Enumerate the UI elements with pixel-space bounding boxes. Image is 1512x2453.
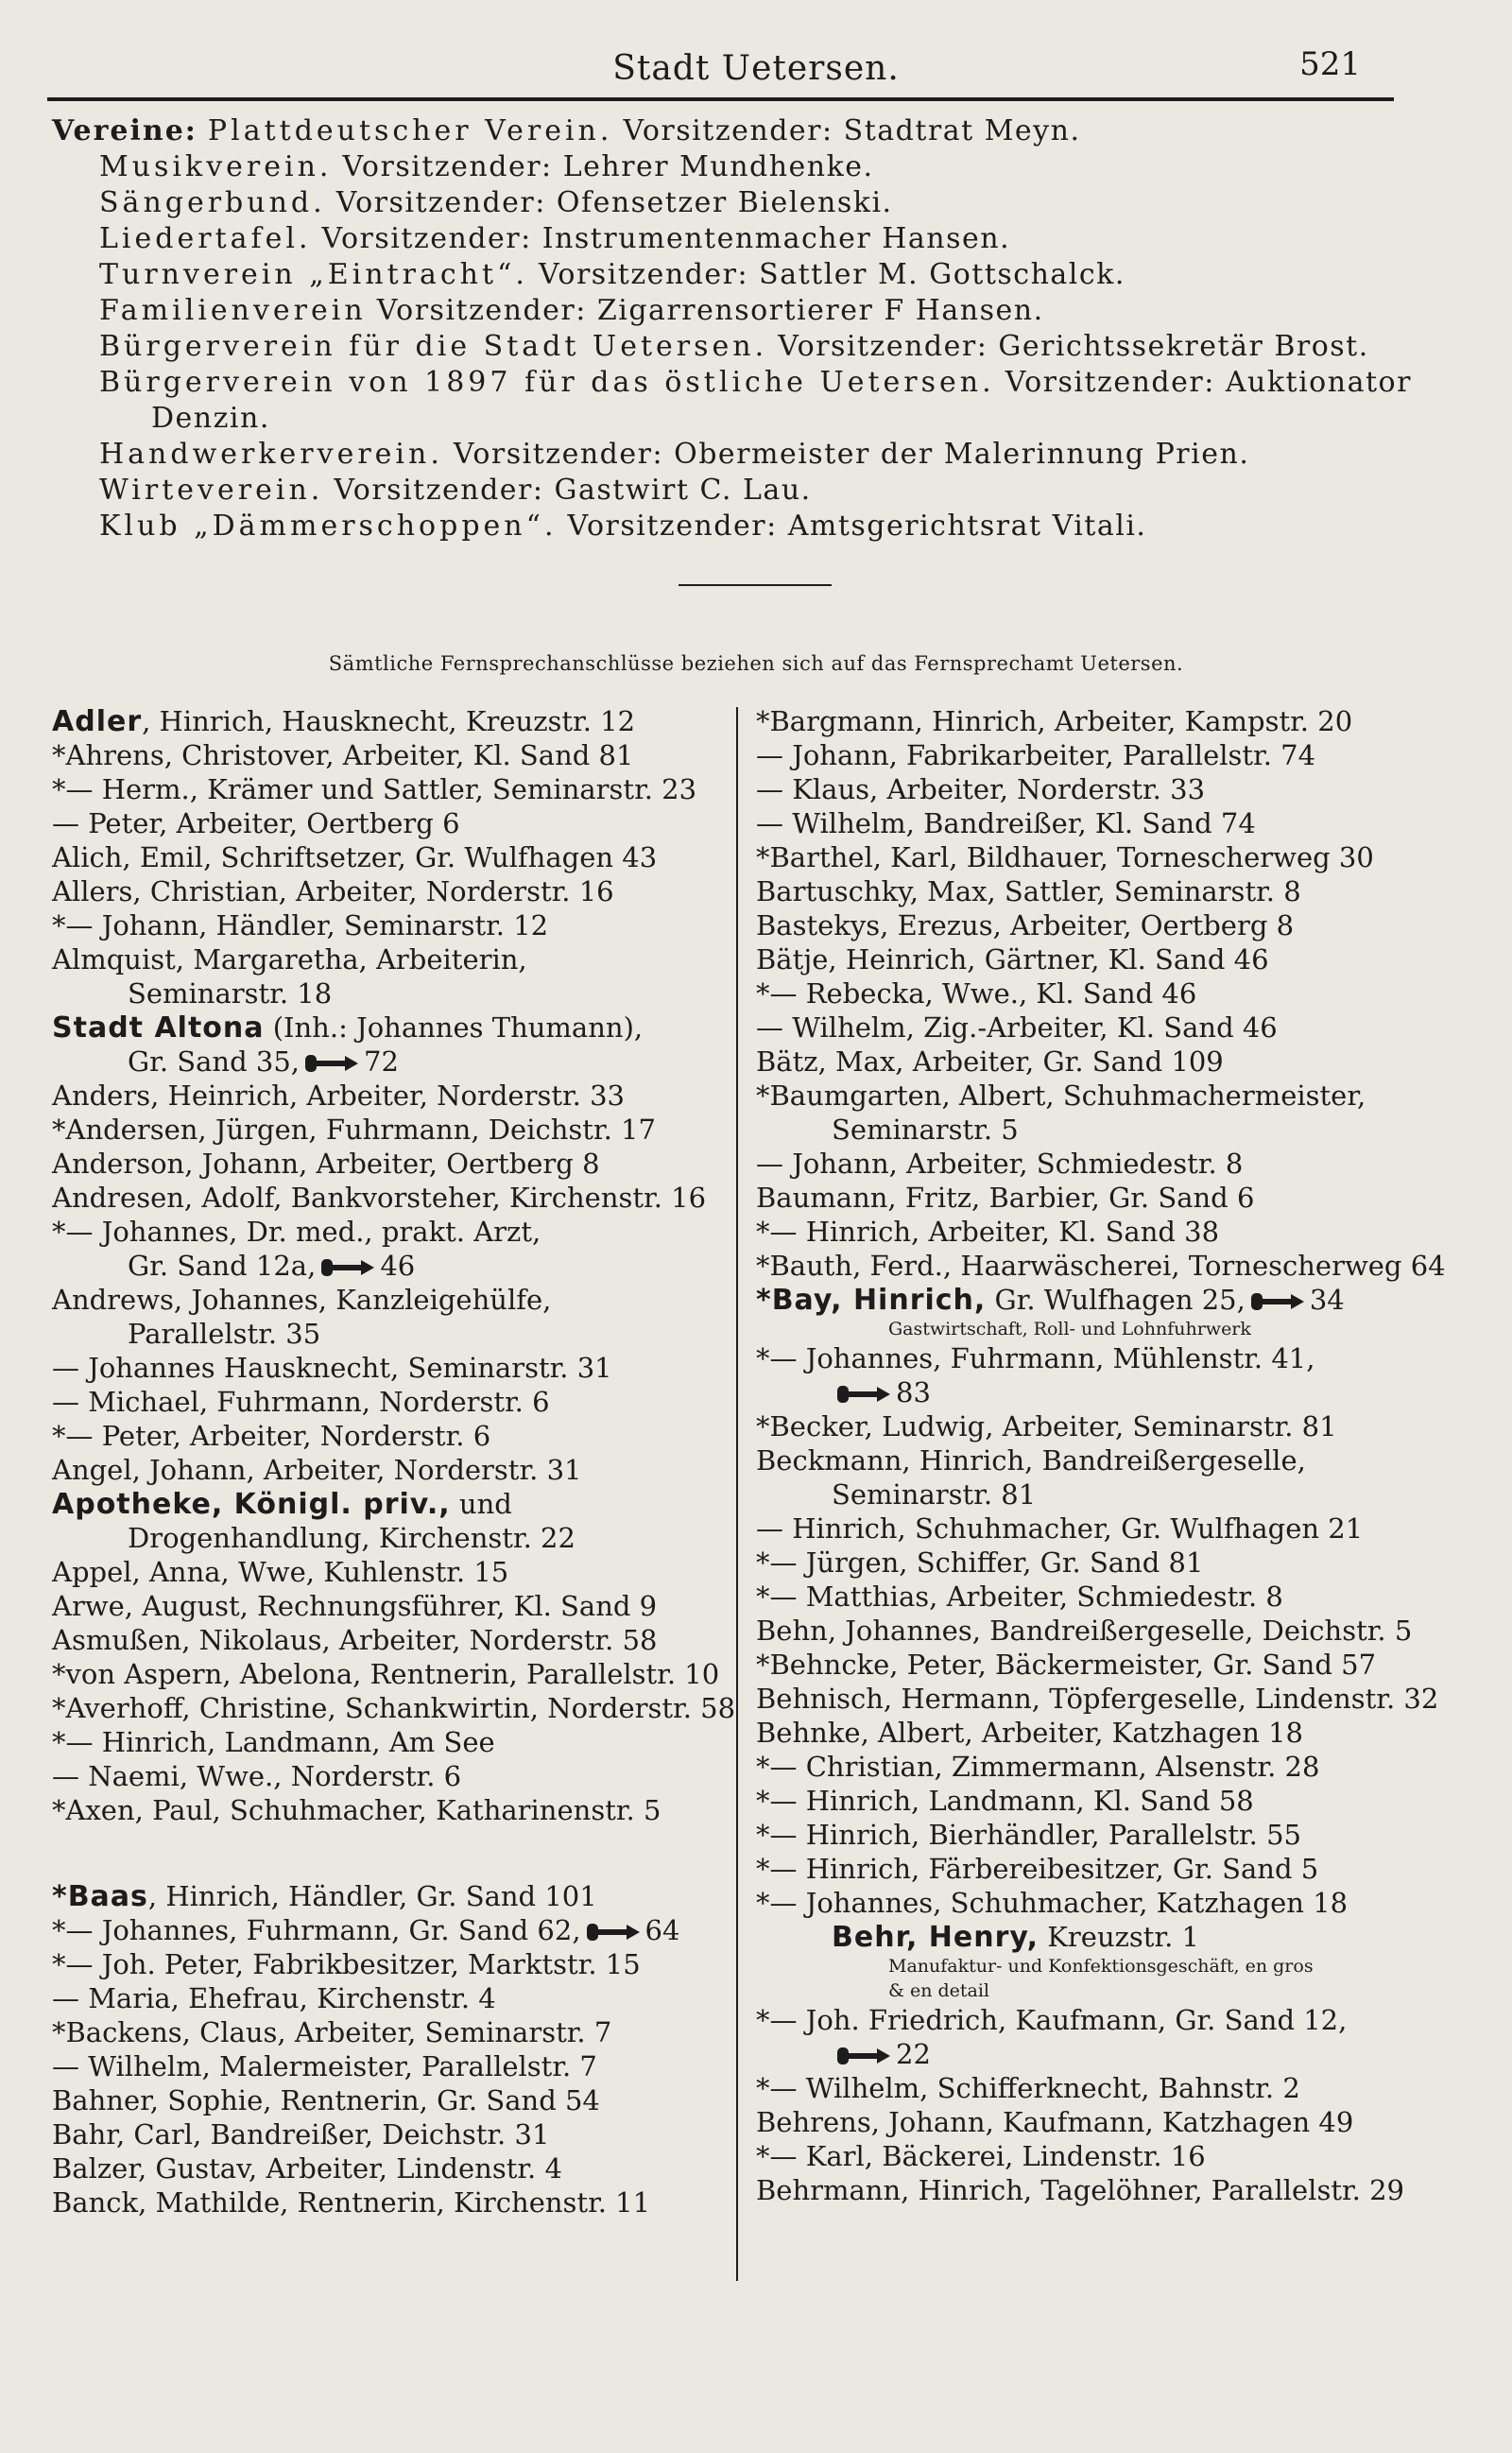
entry-text: *— Rebecka, Wwe., Kl. Sand 46 (756, 977, 1197, 1010)
entry-text: Behrmann, Hinrich, Tagelöhner, Parallelstr. 29 (756, 2174, 1404, 2206)
directory-entry (756, 840, 1474, 874)
entry-text: Bahner, Sophie, Rentnerin, Gr. Sand 54 (52, 2084, 600, 2116)
entry-text: *Behncke, Peter, Bäckermeister, Gr. Sand 57 (756, 1649, 1377, 1681)
entry-text: *— Peter, Arbeiter, Norderstr. 6 (52, 1420, 491, 1452)
directory-entry (52, 738, 732, 772)
directory-entry (52, 2083, 732, 2117)
entry-text: Asmußen, Nikolaus, Arbeiter, Norderstr. 58 (52, 1624, 658, 1656)
directory-entry (756, 738, 1474, 772)
verein-chair: Vorsitzender: Gastwirt C. Lau. (334, 474, 812, 507)
section-label: Vereine: (52, 114, 198, 147)
entry-surname: Adler (52, 705, 143, 738)
entry-text: *— Hinrich, Färbereibesitzer, Gr. Sand 5 (756, 1853, 1319, 1885)
directory-entry (756, 1512, 1474, 1546)
directory-entry (52, 1079, 732, 1113)
verein-line (52, 401, 1413, 437)
section-divider (679, 584, 832, 586)
entry-text: *Bauth, Ferd., Haarwäscherei, Tornescherweg 64 (756, 1250, 1446, 1282)
verein-line (52, 221, 1413, 257)
phone-number: 34 (1309, 1284, 1345, 1316)
directory-entry (52, 1147, 732, 1181)
entry-text: Parallelstr. 35 (128, 1318, 321, 1350)
directory-entry (756, 1716, 1474, 1750)
verein-continuation: Denzin. (151, 402, 270, 435)
entry-text: *Axen, Paul, Schuhmacher, Katharinenstr. 5 (52, 1794, 662, 1826)
directory-entry (52, 1011, 732, 1045)
entry-text: *— Hinrich, Arbeiter, Kl. Sand 38 (756, 1216, 1220, 1248)
directory-entry (756, 1147, 1474, 1181)
page-number: 521 (1299, 45, 1361, 83)
directory-entry (756, 704, 1474, 738)
directory-entry (52, 806, 732, 840)
directory-entry (756, 2037, 1474, 2071)
directory-entry (756, 1215, 1474, 1249)
directory-entry (52, 1555, 732, 1589)
verein-chair: Vorsitzender: Zigarrensortierer F Hansen. (376, 294, 1044, 327)
entry-text: Almquist, Margaretha, Arbeiterin, (52, 943, 527, 976)
directory-entry (52, 1453, 732, 1487)
telephone-notice: Sämtliche Fernsprechanschlüsse beziehen sich auf das Fernsprechamt Uetersen. (328, 652, 1184, 675)
directory-entry (52, 1947, 732, 1981)
directory-entry (52, 1879, 732, 1913)
entry-text: *Becker, Ludwig, Arbeiter, Seminarstr. 81 (756, 1410, 1337, 1442)
header-rule (47, 97, 1394, 101)
directory-entry (756, 2139, 1474, 2173)
phone-number: 83 (896, 1376, 931, 1408)
directory-entry (52, 1725, 732, 1759)
entry-text: Baumann, Fritz, Barbier, Gr. Sand 6 (756, 1182, 1255, 1214)
entry-text: — Wilhelm, Bandreißer, Kl. Sand 74 (756, 807, 1256, 839)
entry-text: (Inh.: Johannes Thumann), (264, 1011, 644, 1044)
directory-entry (756, 2105, 1474, 2139)
verein-name: Bürgerverein von 1897 für das östliche Uetersen. (99, 366, 995, 399)
entry-text: *Ahrens, Christover, Arbeiter, Kl. Sand 81 (52, 739, 634, 771)
directory-entry (52, 1623, 732, 1657)
business-name: Behr, Henry, (832, 1921, 1040, 1954)
verein-chair: Vorsitzender: Ofensetzer Bielenski. (335, 186, 893, 219)
directory-entry (756, 1249, 1474, 1283)
directory-entry (756, 772, 1474, 806)
directory-entry (52, 976, 732, 1011)
entry-text: *— Johannes, Dr. med., prakt. Arzt, (52, 1216, 541, 1248)
directory-entry (52, 2185, 732, 2220)
entry-text: — Johann, Arbeiter, Schmiedestr. 8 (756, 1148, 1244, 1180)
verein-line (52, 365, 1413, 401)
entry-text: , Hinrich, Hausknecht, Kreuzstr. 12 (142, 705, 636, 737)
entry-text: *Backens, Claus, Arbeiter, Seminarstr. 7 (52, 2016, 612, 2048)
entry-text: *— Wilhelm, Schifferknecht, Bahnstr. 2 (756, 2072, 1300, 2104)
directory-entry (52, 2117, 732, 2151)
entry-text: *Barthel, Karl, Bildhauer, Tornescherweg 30 (756, 841, 1374, 873)
phone-number: 46 (380, 1250, 416, 1282)
directory-entry (756, 976, 1474, 1011)
directory-entry (756, 1750, 1474, 1784)
verein-name: Sängerbund. (99, 186, 326, 219)
verein-line (52, 149, 1413, 185)
entry-text: Kreuzstr. 1 (1039, 1921, 1199, 1953)
entry-surname: *Baas (52, 1880, 148, 1913)
entry-text: Behrens, Johann, Kaufmann, Katzhagen 49 (756, 2106, 1354, 2138)
entry-text: Banck, Mathilde, Rentnerin, Kirchenstr. 11 (52, 2186, 651, 2219)
verein-chair: Vorsitzender: Lehrer Mundhenke. (342, 150, 874, 183)
entry-text: Bastekys, Erezus, Arbeiter, Oertberg 8 (756, 909, 1295, 941)
directory-entry (52, 2151, 732, 2185)
verein-name: Wirteverein. (99, 474, 324, 507)
phone-number: 64 (644, 1914, 680, 1946)
verein-name: Plattdeutscher Verein. (207, 114, 613, 147)
directory-entry (52, 704, 732, 738)
entry-text: Balzer, Gustav, Arbeiter, Lindenstr. 4 (52, 2152, 562, 2185)
entry-text: Bartuschky, Max, Sattler, Seminarstr. 8 (756, 875, 1301, 907)
entry-text: — Johannes Hausknecht, Seminarstr. 31 (52, 1352, 612, 1384)
verein-line (52, 257, 1413, 293)
directory-entry (756, 2003, 1474, 2037)
entry-text: *— Hinrich, Bierhändler, Parallelstr. 55 (756, 1819, 1302, 1851)
entry-text: *Baumgarten, Albert, Schuhmachermeister, (756, 1080, 1366, 1112)
entry-text: — Wilhelm, Malermeister, Parallelstr. 7 (52, 2050, 597, 2082)
entry-text: Gr. Sand 35, (128, 1045, 301, 1078)
directory-entry (756, 1580, 1474, 1614)
entry-text: — Hinrich, Schuhmacher, Gr. Wulfhagen 21 (756, 1512, 1364, 1545)
entry-text: *— Johannes, Fuhrmann, Gr. Sand 62, (52, 1914, 581, 1946)
verein-chair: Vorsitzender: Amtsgerichtsrat Vitali. (567, 510, 1147, 543)
entry-text: Angel, Johann, Arbeiter, Norderstr. 31 (52, 1454, 582, 1486)
entry-text: Bätz, Max, Arbeiter, Gr. Sand 109 (756, 1045, 1224, 1078)
entry-text: *— Christian, Zimmermann, Alsenstr. 28 (756, 1751, 1320, 1783)
entry-text: Appel, Anna, Wwe, Kuhlenstr. 15 (52, 1556, 509, 1588)
directory-entry (52, 1759, 732, 1793)
directory-entry (52, 1317, 732, 1351)
directory-entry (52, 1113, 732, 1147)
directory-entry (52, 1181, 732, 1215)
right-column (756, 704, 1474, 2207)
directory-entry (756, 1614, 1474, 1648)
entry-text: Seminarstr. 5 (832, 1114, 1019, 1146)
directory-entry (52, 772, 732, 806)
entry-text: *Andersen, Jürgen, Fuhrmann, Deichstr. 17 (52, 1114, 656, 1146)
column-divider (736, 707, 738, 2281)
directory-entry (756, 1818, 1474, 1852)
directory-entry (756, 1682, 1474, 1716)
verein-chair: Vorsitzender: Instrumentenmacher Hansen. (321, 222, 1011, 255)
entry-text: Seminarstr. 81 (832, 1478, 1037, 1511)
directory-entry (52, 1913, 732, 1947)
telephone-icon (835, 2045, 892, 2067)
verein-line (52, 437, 1413, 473)
directory-entry (52, 1351, 732, 1385)
telephone-icon (319, 1256, 376, 1279)
directory-entry (52, 1487, 732, 1521)
verein-line (52, 185, 1413, 221)
entry-text: — Peter, Arbeiter, Oertberg 6 (52, 807, 460, 839)
directory-entry (52, 1215, 732, 1249)
directory-entry (52, 1657, 732, 1691)
entry-text: *— Matthias, Arbeiter, Schmiedestr. 8 (756, 1581, 1283, 1613)
entry-text: Bahr, Carl, Bandreißer, Deichstr. 31 (52, 2118, 550, 2151)
business-description-text: & en detail (888, 1980, 989, 2001)
business-description (756, 1978, 1474, 2003)
entry-text: *— Joh. Friedrich, Kaufmann, Gr. Sand 12, (756, 2004, 1348, 2036)
directory-entry (756, 2173, 1474, 2207)
business-name: *Bay, Hinrich, (756, 1284, 987, 1317)
entry-text: *— Herm., Krämer und Sattler, Seminarstr. 23 (52, 773, 697, 805)
directory-entry (52, 874, 732, 908)
entry-text: — Naemi, Wwe., Norderstr. 6 (52, 1760, 462, 1792)
directory-entry (756, 1341, 1474, 1375)
page-title: Stadt Uetersen. (612, 49, 900, 88)
directory-entry (52, 1589, 732, 1623)
entry-text: — Wilhelm, Zig.-Arbeiter, Kl. Sand 46 (756, 1011, 1278, 1044)
entry-text: *— Hinrich, Landmann, Am See (52, 1726, 495, 1758)
entry-text: Seminarstr. 18 (128, 977, 333, 1010)
vereine-section (52, 113, 1413, 544)
entry-text: Behnisch, Hermann, Töpfergeselle, Lindenstr. 32 (756, 1683, 1439, 1715)
directory-entry (756, 1045, 1474, 1079)
entry-text: Drogenhandlung, Kirchenstr. 22 (128, 1522, 576, 1554)
business-name: Stadt Altona (52, 1011, 265, 1045)
verein-name: Handwerkerverein. (99, 438, 443, 471)
verein-name: Familienverein (99, 294, 367, 327)
verein-chair: Vorsitzender: Stadtrat Meyn. (623, 114, 1081, 147)
telephone-icon (303, 1052, 360, 1075)
directory-entry (52, 1691, 736, 1725)
verein-chair: Vorsitzender: Sattler M. Gottschalck. (538, 258, 1125, 291)
verein-name: Liedertafel. (99, 222, 312, 255)
verein-line (52, 113, 1413, 149)
entry-text: — Michael, Fuhrmann, Norderstr. 6 (52, 1386, 550, 1418)
business-description (756, 1954, 1474, 1978)
entry-text: Behnke, Albert, Arbeiter, Katzhagen 18 (756, 1717, 1304, 1749)
telephone-icon (585, 1921, 642, 1943)
verein-line (52, 473, 1413, 509)
entry-text: *Averhoff, Christine, Schankwirtin, Norderstr. 58 (52, 1692, 736, 1724)
entry-text: *— Jürgen, Schiffer, Gr. Sand 81 (756, 1546, 1204, 1579)
entry-text: Anders, Heinrich, Arbeiter, Norderstr. 33 (52, 1080, 625, 1112)
directory-entry (756, 2071, 1474, 2105)
business-description (756, 1317, 1474, 1341)
entry-text: Bätje, Heinrich, Gärtner, Kl. Sand 46 (756, 943, 1269, 976)
entry-text: — Maria, Ehefrau, Kirchenstr. 4 (52, 1982, 496, 2014)
directory-entry (52, 1981, 732, 2015)
verein-name: Klub „Dämmerschoppen“. (99, 510, 558, 543)
entry-text: Beckmann, Hinrich, Bandreißergeselle, (756, 1444, 1306, 1477)
entry-text: Andrews, Johannes, Kanzleigehülfe, (52, 1284, 552, 1316)
phone-number: 22 (896, 2038, 931, 2070)
directory-entry (756, 806, 1474, 840)
verein-name: Bürgerverein für die Stadt Uetersen. (99, 330, 768, 363)
business-name: Apotheke, Königl. priv., (52, 1488, 451, 1521)
directory-entry (52, 1249, 732, 1283)
directory-entry (52, 2015, 732, 2049)
entry-text: , Hinrich, Händler, Gr. Sand 101 (147, 1880, 597, 1912)
entry-text: Allers, Christian, Arbeiter, Norderstr. 16 (52, 875, 614, 907)
section-gap (52, 1827, 732, 1879)
verein-chair: Vorsitzender: Obermeister der Malerinnung Prien. (453, 438, 1250, 471)
entry-text: *von Aspern, Abelona, Rentnerin, Parallelstr. 10 (52, 1658, 720, 1690)
entry-text: Arwe, August, Rechnungsführer, Kl. Sand 9 (52, 1590, 658, 1622)
directory-entry (756, 1852, 1474, 1886)
verein-name: Turnverein „Eintracht“. (99, 258, 528, 291)
directory-entry (52, 1419, 732, 1453)
entry-text: *— Hinrich, Landmann, Kl. Sand 58 (756, 1785, 1254, 1817)
verein-line (52, 509, 1413, 544)
directory-entry (756, 942, 1474, 976)
directory-entry (52, 1521, 732, 1555)
entry-text: Alich, Emil, Schriftsetzer, Gr. Wulfhagen 43 (52, 841, 658, 873)
directory-entry (756, 874, 1474, 908)
directory-entry (756, 1079, 1474, 1113)
directory-entry (756, 1181, 1474, 1215)
directory-entry (756, 1409, 1474, 1443)
directory-entry (756, 1113, 1474, 1147)
entry-text: Anderson, Johann, Arbeiter, Oertberg 8 (52, 1148, 600, 1180)
entry-text: — Johann, Fabrikarbeiter, Parallelstr. 74 (756, 739, 1316, 771)
verein-line (52, 329, 1413, 365)
verein-line (52, 293, 1413, 329)
entry-text: *— Johann, Händler, Seminarstr. 12 (52, 909, 549, 941)
entry-text: *— Karl, Bäckerei, Lindenstr. 16 (756, 2140, 1206, 2172)
directory-entry (756, 1283, 1474, 1317)
directory-entry (756, 1648, 1474, 1682)
directory-entry (756, 1443, 1474, 1477)
directory-entry (52, 840, 732, 874)
phone-number: 72 (364, 1045, 399, 1078)
business-description-text: Gastwirtschaft, Roll- und Lohnfuhrwerk (888, 1319, 1251, 1339)
directory-entry (52, 908, 732, 942)
telephone-icon (1249, 1290, 1306, 1313)
directory-entry (756, 1784, 1474, 1818)
verein-chair: Vorsitzender: Gerichtssekretär Brost. (778, 330, 1369, 363)
directory-entry (52, 1045, 732, 1079)
entry-text: Gr. Wulfhagen 25, (986, 1284, 1246, 1316)
directory-entry (756, 1920, 1474, 1954)
directory-entry (756, 908, 1474, 942)
directory-entry (756, 1886, 1474, 1920)
entry-text: Andresen, Adolf, Bankvorsteher, Kirchenstr. 16 (52, 1182, 707, 1214)
entry-text: Gr. Sand 12a, (128, 1250, 317, 1282)
entry-text: *— Johannes, Schuhmacher, Katzhagen 18 (756, 1887, 1349, 1919)
left-column (52, 704, 736, 2220)
directory-entry (52, 1283, 732, 1317)
directory-entry (52, 1385, 732, 1419)
verein-chair: Vorsitzender: Auktionator (1005, 366, 1412, 399)
directory-entry (52, 1793, 732, 1827)
entry-text: und (450, 1488, 512, 1520)
entry-text: *— Johannes, Fuhrmann, Mühlenstr. 41, (756, 1342, 1315, 1374)
directory-entry (756, 1375, 1474, 1409)
directory-entry (52, 942, 732, 976)
directory-entry (756, 1011, 1474, 1045)
entry-text: *— Joh. Peter, Fabrikbesitzer, Marktstr. 15 (52, 1948, 641, 1980)
entry-text: Behn, Johannes, Bandreißergeselle, Deichstr. 5 (756, 1615, 1413, 1647)
entry-text: *Bargmann, Hinrich, Arbeiter, Kampstr. 20 (756, 705, 1353, 737)
business-description-text: Manufaktur- und Konfektionsgeschäft, en gros (888, 1956, 1314, 1977)
directory-entry (52, 2049, 732, 2083)
telephone-icon (835, 1383, 892, 1406)
verein-name: Musikverein. (99, 150, 333, 183)
entry-text: — Klaus, Arbeiter, Norderstr. 33 (756, 773, 1206, 805)
directory-entry (756, 1546, 1474, 1580)
directory-entry (756, 1477, 1474, 1512)
